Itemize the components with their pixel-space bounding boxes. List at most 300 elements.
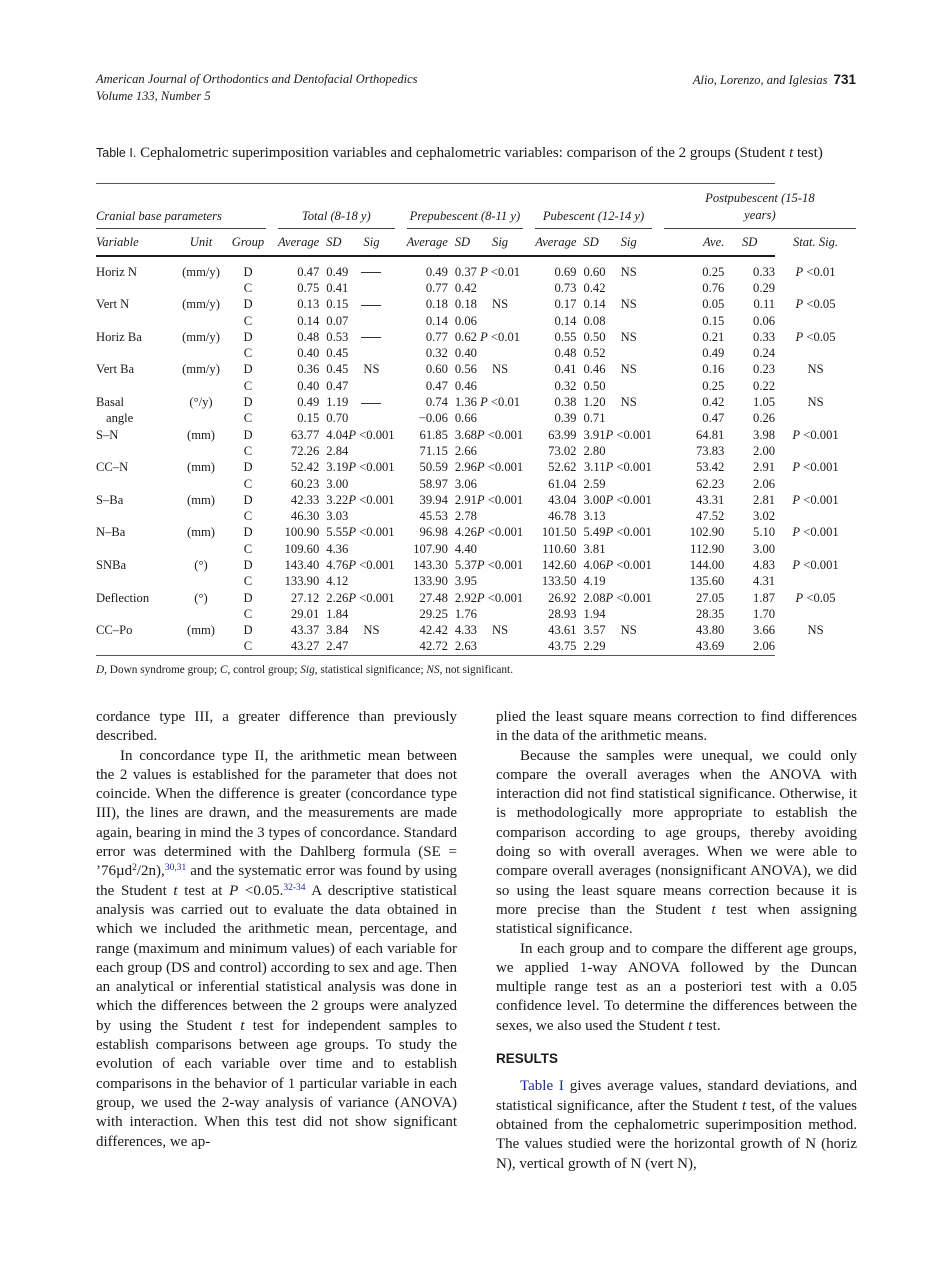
page-number: 731 bbox=[833, 72, 856, 87]
pub-sig-cell bbox=[606, 313, 652, 329]
pre-sig-cell: NS bbox=[492, 623, 509, 638]
total-sig-cell bbox=[348, 411, 394, 427]
variable-cell: Horiz Ba bbox=[96, 329, 142, 344]
pub-sd-cell: 0.50 bbox=[583, 378, 606, 393]
col-header-pre-average: Average bbox=[406, 234, 448, 249]
pre-sig-cell: P <0.01 bbox=[480, 264, 521, 279]
col-header-pre-sig: Sig bbox=[492, 234, 509, 249]
total-average-cell: 52.42 bbox=[290, 460, 320, 475]
post-sd-cell: 5.10 bbox=[753, 525, 776, 540]
variable-cell: Vert Ba bbox=[96, 362, 135, 377]
table-row bbox=[96, 460, 856, 476]
table-row bbox=[96, 508, 856, 524]
post-average-cell: 47.52 bbox=[696, 509, 725, 524]
post-sd-cell: 0.24 bbox=[753, 346, 776, 361]
pre-sig-cell bbox=[477, 411, 523, 427]
pub-sig-cell: P <0.001 bbox=[605, 557, 652, 572]
table-row bbox=[96, 394, 856, 410]
table-row bbox=[96, 525, 856, 541]
authors: Alio, Lorenzo, and Iglesias bbox=[692, 73, 828, 87]
variable-cell bbox=[96, 313, 172, 329]
pub-sd-cell: 0.46 bbox=[583, 362, 606, 377]
total-sd-cell: 1.19 bbox=[326, 395, 349, 410]
table-row bbox=[96, 378, 856, 394]
pre-sig-cell: P <0.001 bbox=[476, 427, 524, 442]
pub-sd-cell: 4.19 bbox=[583, 574, 606, 589]
table-row bbox=[96, 345, 856, 361]
group-header-pubescent: Pubescent (12-14 y) bbox=[535, 184, 652, 229]
pub-average-cell: 46.78 bbox=[548, 509, 577, 524]
post-average-cell: 0.05 bbox=[702, 297, 725, 312]
pub-sd-cell: 2.59 bbox=[583, 476, 606, 491]
group-cell: C bbox=[243, 346, 253, 361]
pre-sd-cell: 4.26 bbox=[454, 525, 477, 540]
total-average-cell: 0.14 bbox=[297, 313, 320, 328]
citation-link[interactable]: 30,31 bbox=[164, 863, 187, 874]
col-header-post-sig: Stat. Sig. bbox=[792, 235, 839, 249]
pre-sd-cell: 4.33 bbox=[454, 623, 477, 638]
pub-sig-cell: NS bbox=[620, 362, 637, 377]
pre-average-cell: 61.85 bbox=[419, 427, 448, 442]
total-sd-cell: 3.84 bbox=[326, 623, 349, 638]
pub-average-cell: 0.73 bbox=[554, 280, 577, 295]
pre-sig-cell: P <0.001 bbox=[476, 492, 524, 507]
post-average-cell: 102.90 bbox=[689, 525, 725, 540]
post-sig-cell: P <0.001 bbox=[792, 492, 839, 507]
col-header-unit: Unit bbox=[189, 234, 213, 249]
pre-average-cell: 29.25 bbox=[419, 606, 448, 621]
table-label: Table I. bbox=[96, 146, 137, 160]
unit-cell: (°/y) bbox=[189, 395, 213, 410]
pub-sig-cell bbox=[606, 639, 652, 656]
variable-cell: S–N bbox=[96, 427, 119, 442]
pre-average-cell: 133.90 bbox=[413, 574, 448, 589]
pre-sig-cell bbox=[477, 313, 523, 329]
total-sd-cell: 1.84 bbox=[326, 606, 349, 621]
post-sd-cell: 0.26 bbox=[753, 411, 776, 426]
post-sig-cell: P <0.05 bbox=[795, 590, 836, 605]
pre-sig-cell bbox=[477, 280, 523, 296]
post-average-cell: 0.25 bbox=[702, 378, 725, 393]
pub-sig-cell bbox=[606, 476, 652, 492]
pre-sig-cell: P <0.001 bbox=[476, 557, 524, 572]
results-table bbox=[96, 183, 856, 656]
pub-sig-cell: NS bbox=[620, 395, 637, 410]
em-dash-rule bbox=[361, 337, 381, 338]
total-average-cell: 42.33 bbox=[290, 492, 320, 507]
pub-sig-cell bbox=[606, 411, 652, 427]
total-average-cell: 0.40 bbox=[297, 346, 320, 361]
post-sig-cell bbox=[775, 313, 856, 329]
group-cell: C bbox=[243, 541, 253, 556]
total-sd-cell: 0.53 bbox=[326, 329, 349, 344]
table-row bbox=[96, 541, 856, 557]
footnote-item: C, control group; bbox=[219, 664, 301, 676]
pre-sd-cell: 0.06 bbox=[454, 313, 477, 328]
pub-sd-cell: 0.71 bbox=[583, 411, 606, 426]
table-column-header-row bbox=[96, 229, 856, 257]
col-header-group: Group bbox=[231, 234, 265, 249]
pre-average-cell: 27.48 bbox=[419, 590, 448, 605]
table-caption bbox=[96, 143, 858, 163]
pre-average-cell: 0.77 bbox=[425, 280, 448, 295]
pub-sd-cell: 4.06 bbox=[583, 557, 606, 572]
pub-sig-cell: NS bbox=[620, 297, 637, 312]
total-sig-cell bbox=[348, 541, 394, 557]
group-cell: C bbox=[243, 378, 253, 393]
total-average-cell: 0.48 bbox=[297, 329, 320, 344]
pre-sig-cell: P <0.001 bbox=[476, 525, 524, 540]
total-sd-cell: 0.49 bbox=[326, 264, 349, 279]
pre-sd-cell: 3.95 bbox=[454, 574, 477, 589]
group-cell: D bbox=[243, 557, 253, 572]
pre-sd-cell: 0.37 bbox=[454, 264, 477, 279]
pub-sig-cell: P <0.001 bbox=[605, 460, 652, 475]
pre-sig-cell bbox=[477, 574, 523, 590]
pre-sd-cell: 4.40 bbox=[454, 541, 477, 556]
pub-sd-cell: 2.08 bbox=[583, 590, 606, 605]
post-average-cell: 112.90 bbox=[690, 541, 725, 556]
pub-sig-cell: P <0.001 bbox=[605, 525, 652, 540]
total-average-cell: 46.30 bbox=[290, 509, 320, 524]
pub-average-cell: 0.39 bbox=[554, 411, 577, 426]
pub-sd-cell: 3.11 bbox=[583, 460, 606, 475]
em-dash-rule bbox=[361, 305, 381, 306]
pub-average-cell: 0.32 bbox=[554, 378, 577, 393]
post-average-cell: 43.80 bbox=[696, 623, 725, 638]
group-cell: D bbox=[243, 395, 253, 410]
post-sig-cell bbox=[775, 606, 856, 622]
pre-sig-cell bbox=[477, 378, 523, 394]
post-average-cell: 62.23 bbox=[696, 476, 725, 491]
total-average-cell: 27.12 bbox=[290, 590, 320, 605]
post-average-cell: 28.35 bbox=[696, 606, 725, 621]
unit-cell: (mm/y) bbox=[182, 329, 220, 344]
total-sig-cell: P <0.001 bbox=[348, 590, 395, 605]
pre-sig-cell bbox=[477, 443, 523, 459]
table-row bbox=[96, 443, 856, 459]
group-header-params: Cranial base parameters bbox=[96, 184, 266, 229]
table-row bbox=[96, 574, 856, 590]
unit-cell bbox=[172, 574, 230, 590]
post-sd-cell: 3.98 bbox=[753, 427, 776, 442]
pub-sd-cell: 1.94 bbox=[583, 606, 606, 621]
variable-cell: S–Ba bbox=[96, 492, 124, 507]
pub-sd-cell: 0.60 bbox=[583, 264, 606, 279]
table-row bbox=[96, 557, 856, 573]
pub-sig-cell bbox=[606, 574, 652, 590]
post-sig-cell bbox=[775, 280, 856, 296]
group-cell: D bbox=[243, 264, 253, 279]
post-sd-cell: 0.33 bbox=[753, 329, 776, 344]
pre-sig-cell: NS bbox=[492, 362, 509, 377]
total-sd-cell: 3.03 bbox=[326, 509, 349, 524]
variable-cell bbox=[96, 280, 172, 296]
total-sig-cell: NS bbox=[363, 362, 380, 377]
variable-cell bbox=[96, 606, 172, 622]
post-average-cell: 64.81 bbox=[696, 427, 725, 442]
post-average-cell: 27.05 bbox=[696, 590, 725, 605]
post-sig-cell: P <0.05 bbox=[795, 297, 836, 312]
pub-average-cell: 0.55 bbox=[554, 329, 577, 344]
pre-sig-cell bbox=[477, 476, 523, 492]
total-average-cell: 0.15 bbox=[297, 411, 320, 426]
post-sd-cell: 0.11 bbox=[753, 297, 776, 312]
pub-average-cell: 0.38 bbox=[554, 395, 577, 410]
col-header-total-sd: SD bbox=[326, 234, 342, 249]
pre-sd-cell: 1.76 bbox=[454, 606, 477, 621]
total-sig-cell bbox=[348, 443, 394, 459]
pub-average-cell: 101.50 bbox=[541, 525, 577, 540]
pre-average-cell: 0.49 bbox=[425, 264, 448, 279]
total-average-cell: 0.75 bbox=[297, 280, 320, 295]
em-dash-rule bbox=[361, 403, 381, 404]
pub-sig-cell bbox=[606, 345, 652, 361]
body-column-right bbox=[496, 708, 857, 1174]
pre-sd-cell: 0.18 bbox=[454, 297, 477, 312]
post-sig-cell: P <0.001 bbox=[792, 460, 839, 475]
post-sig-cell: P <0.05 bbox=[795, 329, 836, 344]
variable-cell bbox=[96, 541, 172, 557]
total-sig-cell: P <0.001 bbox=[348, 427, 395, 442]
post-sd-cell: 2.06 bbox=[753, 639, 776, 654]
total-average-cell: 63.77 bbox=[290, 427, 320, 442]
table-row bbox=[96, 427, 856, 443]
unit-cell bbox=[172, 280, 230, 296]
unit-cell bbox=[172, 476, 230, 492]
col-header-total-sig: Sig bbox=[363, 234, 380, 249]
pub-sig-cell: NS bbox=[620, 264, 637, 279]
pub-average-cell: 133.50 bbox=[541, 574, 577, 589]
group-cell: D bbox=[243, 427, 253, 442]
post-sd-cell: 3.02 bbox=[753, 509, 776, 524]
post-average-cell: 0.42 bbox=[702, 395, 725, 410]
variable-cell bbox=[96, 378, 172, 394]
pre-average-cell: −0.06 bbox=[418, 411, 448, 426]
post-sig-cell: P <0.001 bbox=[792, 525, 839, 540]
pre-sd-cell: 3.68 bbox=[454, 427, 477, 442]
total-sd-cell: 3.22 bbox=[326, 492, 349, 507]
pub-sd-cell: 0.52 bbox=[583, 346, 606, 361]
unit-cell bbox=[172, 313, 230, 329]
pub-average-cell: 43.75 bbox=[548, 639, 577, 654]
pub-sd-cell: 2.29 bbox=[583, 639, 606, 654]
variable-cell: Horiz N bbox=[96, 264, 137, 279]
variable-cell bbox=[96, 508, 172, 524]
pub-sig-cell bbox=[606, 508, 652, 524]
journal-volume: Volume 133, Number 5 bbox=[96, 89, 211, 103]
pre-average-cell: 0.47 bbox=[425, 378, 448, 393]
col-header-variable: Variable bbox=[96, 234, 139, 249]
pre-average-cell: 58.97 bbox=[419, 476, 448, 491]
group-cell: D bbox=[243, 590, 253, 605]
col-header-pub-average: Average bbox=[535, 234, 577, 249]
group-cell: D bbox=[243, 329, 253, 344]
table-body bbox=[96, 257, 856, 656]
author-page-info bbox=[693, 71, 856, 89]
footnote-item: Sig, statistical significance; bbox=[300, 664, 427, 676]
total-average-cell: 100.90 bbox=[284, 525, 320, 540]
pre-average-cell: 0.32 bbox=[425, 346, 448, 361]
pre-average-cell: 71.15 bbox=[419, 443, 448, 458]
total-average-cell: 143.40 bbox=[284, 557, 320, 572]
group-cell: D bbox=[243, 623, 253, 638]
pub-sig-cell bbox=[606, 443, 652, 459]
unit-cell: (mm) bbox=[187, 427, 215, 442]
post-sig-cell: NS bbox=[807, 623, 824, 638]
unit-cell: (mm) bbox=[187, 460, 215, 475]
pre-average-cell: 0.14 bbox=[425, 313, 448, 328]
footnote-item: NS, not significant. bbox=[426, 664, 514, 676]
pre-average-cell: 50.59 bbox=[419, 460, 448, 475]
pre-average-cell: 45.53 bbox=[419, 509, 448, 524]
post-sig-cell: P <0.001 bbox=[792, 427, 839, 442]
post-average-cell: 43.69 bbox=[696, 639, 725, 654]
table-row bbox=[96, 623, 856, 639]
pre-sd-cell: 2.78 bbox=[454, 509, 477, 524]
total-sig-cell: P <0.001 bbox=[348, 460, 395, 475]
pre-sd-cell: 5.37 bbox=[454, 557, 477, 572]
unit-cell: (°) bbox=[194, 590, 208, 605]
total-average-cell: 29.01 bbox=[290, 606, 320, 621]
table-reference-link[interactable]: Table I bbox=[520, 1078, 564, 1095]
pub-sd-cell: 3.81 bbox=[583, 541, 606, 556]
total-sd-cell: 2.84 bbox=[326, 443, 349, 458]
pre-sig-cell bbox=[477, 541, 523, 557]
pub-sig-cell: NS bbox=[620, 623, 637, 638]
pub-sd-cell: 5.49 bbox=[583, 525, 606, 540]
total-sd-cell: 4.76 bbox=[326, 557, 349, 572]
pub-average-cell: 43.61 bbox=[548, 623, 577, 638]
post-sd-cell: 2.91 bbox=[753, 460, 776, 475]
post-average-cell: 0.21 bbox=[702, 329, 725, 344]
pub-sd-cell: 2.80 bbox=[583, 443, 606, 458]
variable-cell bbox=[96, 574, 172, 590]
pre-sd-cell: 2.92 bbox=[454, 590, 477, 605]
pre-sig-cell bbox=[477, 508, 523, 524]
total-sd-cell: 0.07 bbox=[326, 313, 349, 328]
total-sig-cell: P <0.001 bbox=[348, 525, 395, 540]
pre-average-cell: 143.30 bbox=[413, 557, 448, 572]
total-sig-cell: NS bbox=[363, 623, 380, 638]
unit-cell bbox=[172, 508, 230, 524]
paragraph: Table I gives average values, standard deviations, and statistical significance, after the Student t test, of the values obtained from the cephalometric superimposition method. The values studied were the horizontal growth of N (horiz N), vertical growth of N (vert N), bbox=[496, 1078, 857, 1172]
pre-average-cell: 0.18 bbox=[425, 297, 448, 312]
group-cell: C bbox=[243, 411, 253, 426]
unit-cell: (mm/y) bbox=[182, 264, 220, 279]
footnote-item: D, Down syndrome group; bbox=[96, 664, 220, 676]
total-average-cell: 109.60 bbox=[284, 541, 320, 556]
group-cell: C bbox=[243, 476, 253, 491]
post-sd-cell: 3.66 bbox=[753, 623, 776, 638]
post-sd-cell: 0.29 bbox=[753, 280, 776, 295]
total-average-cell: 0.13 bbox=[297, 297, 320, 312]
unit-cell: (mm/y) bbox=[182, 297, 220, 312]
group-header-prepubescent: Prepubescent (8-11 y) bbox=[407, 184, 524, 229]
citation-link[interactable]: 32-34 bbox=[283, 882, 306, 893]
total-sig-cell: P <0.001 bbox=[348, 557, 395, 572]
post-average-cell: 43.31 bbox=[696, 492, 725, 507]
pub-sd-cell: 0.14 bbox=[583, 297, 606, 312]
pub-sd-cell: 3.91 bbox=[583, 427, 606, 442]
table-row bbox=[96, 297, 856, 313]
table-row bbox=[96, 590, 856, 606]
post-sig-cell: NS bbox=[807, 395, 824, 410]
group-cell: D bbox=[243, 525, 253, 540]
col-header-pub-sd: SD bbox=[583, 234, 599, 249]
pub-average-cell: 61.04 bbox=[548, 476, 577, 491]
paragraph: In concordance type II, the arithmetic mean between the 2 values is established for the parameter that does not coincide. When the difference is greater (concordance type III), the lines are drawn, and the measurements are made again, bearing in mind the 3 types of concordance. Standard error was determined with the Dahlberg formula (SE = ’76µd$^2$/2n),$^{30,31}$ and the systematic error was found by using the Student t test at P <0.05.$^{32-34}$ A descriptive statistical analysis was carried out to evaluate the data obtained in which we included the arithmetic mean, percentage, and range (maximum and minimum values) of each variable for each group (DS and control) according to sex and age. Then an analytical or inferential statistical analysis was done in which the differences between the 2 groups were analyzed by using the Student t test for independent samples to establish comparisons between age groups. To study the evolution of each variable over time and to establish comparisons in the behavior of 1 particular variable in each group, we used the 2-way analysis of variance (ANOVA) with interaction. When this test did not show significant differences, we ap- bbox=[96, 747, 458, 1150]
pre-sd-cell: 2.96 bbox=[454, 460, 477, 475]
total-sig-cell bbox=[348, 329, 394, 345]
post-average-cell: 0.15 bbox=[702, 313, 725, 328]
unit-cell bbox=[172, 378, 230, 394]
pre-sd-cell: 2.63 bbox=[454, 639, 477, 654]
post-average-cell: 0.49 bbox=[702, 346, 725, 361]
pre-sig-cell: P <0.001 bbox=[476, 590, 524, 605]
variable-cell bbox=[96, 639, 172, 656]
post-sig-cell bbox=[775, 443, 856, 459]
variable-cell: CC–N bbox=[96, 460, 129, 475]
pre-average-cell: 107.90 bbox=[413, 541, 448, 556]
post-sig-cell: NS bbox=[807, 362, 824, 377]
pre-sig-cell bbox=[477, 345, 523, 361]
total-sd-cell: 0.47 bbox=[326, 378, 349, 393]
post-sd-cell: 2.00 bbox=[753, 443, 776, 458]
table-group-header-row bbox=[96, 184, 856, 229]
post-sig-cell: P <0.001 bbox=[792, 557, 839, 572]
pub-average-cell: 142.60 bbox=[541, 557, 577, 572]
post-sig-cell bbox=[775, 639, 856, 656]
total-sig-cell bbox=[348, 297, 394, 313]
post-sd-cell: 4.31 bbox=[753, 574, 776, 589]
post-sd-cell: 1.70 bbox=[753, 606, 776, 621]
total-sd-cell: 0.41 bbox=[326, 280, 349, 295]
unit-cell bbox=[172, 345, 230, 361]
unit-cell: (mm) bbox=[187, 525, 215, 540]
table-row bbox=[96, 476, 856, 492]
total-sd-cell: 0.45 bbox=[326, 362, 349, 377]
pub-sd-cell: 1.20 bbox=[583, 395, 606, 410]
total-sd-cell: 0.45 bbox=[326, 346, 349, 361]
post-average-cell: 0.76 bbox=[702, 280, 725, 295]
em-dash-rule bbox=[361, 272, 381, 273]
pub-average-cell: 63.99 bbox=[548, 427, 577, 442]
group-cell: C bbox=[243, 606, 253, 621]
variable-cell: Deflection bbox=[96, 590, 150, 605]
pub-average-cell: 0.17 bbox=[554, 297, 577, 312]
pre-sd-cell: 2.66 bbox=[454, 443, 477, 458]
group-cell: C bbox=[243, 639, 253, 654]
pub-sd-cell: 0.42 bbox=[583, 280, 606, 295]
table-row bbox=[96, 329, 856, 345]
total-average-cell: 60.23 bbox=[290, 476, 320, 491]
col-header-post-sd: SD bbox=[742, 234, 758, 249]
post-sig-cell bbox=[775, 378, 856, 394]
table-footnote bbox=[96, 664, 856, 676]
pub-average-cell: 26.92 bbox=[548, 590, 577, 605]
total-sd-cell: 4.12 bbox=[326, 574, 349, 589]
journal-title: American Journal of Orthodontics and Dentofacial Orthopedics bbox=[96, 72, 418, 86]
post-sig-cell: P <0.01 bbox=[795, 264, 836, 279]
total-sd-cell: 0.70 bbox=[326, 411, 349, 426]
group-cell: D bbox=[243, 460, 253, 475]
table-row bbox=[96, 492, 856, 508]
pre-sig-cell bbox=[477, 639, 523, 656]
post-average-cell: 0.25 bbox=[702, 264, 725, 279]
pre-sd-cell: 1.36 bbox=[454, 395, 477, 410]
pub-sig-cell bbox=[606, 541, 652, 557]
